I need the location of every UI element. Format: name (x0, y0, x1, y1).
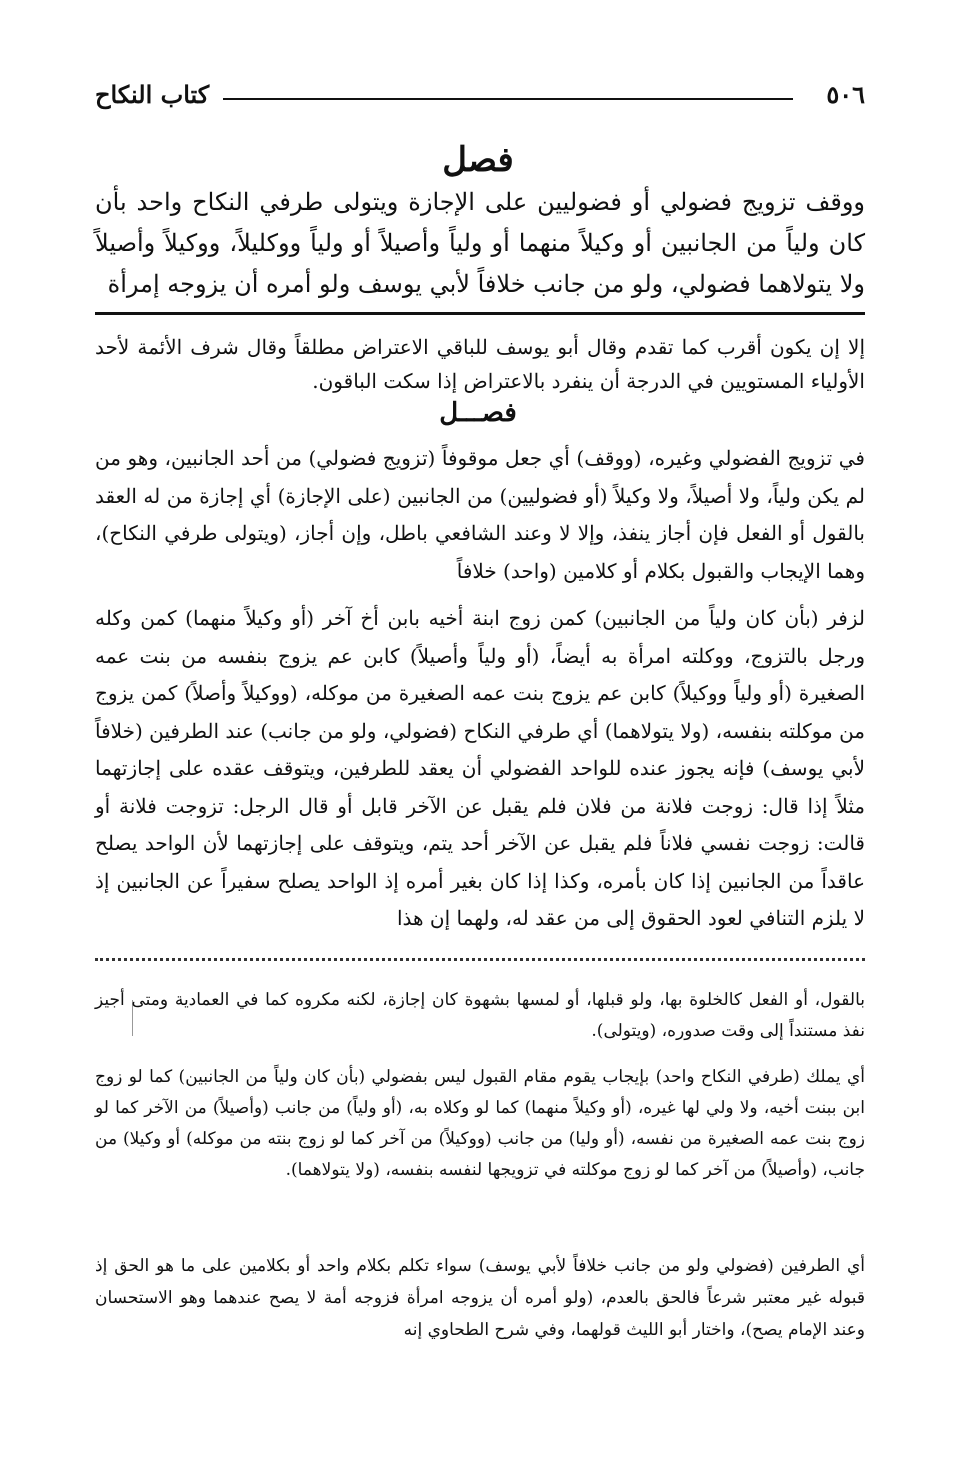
footnote-separator (95, 958, 865, 969)
page-number: ٥٠٦ (826, 80, 865, 109)
matn-divider (95, 312, 865, 315)
footnote-3: أي الطرفين (فضولي ولو من جانب خلافاً لأبي يوسف) سواء تكلم بكلام واحد أو بكلامين على ما هو الحق إذ قبوله غير معتبر شرعاً فالحق بالعدم، (ولو أمره أن يزوجه امرأة فزوجه أمة لا يصح عندهما وهو الاستحسان وعند الإمام يصح)، واختار أبو الليث قولهما، وفي شرح الطحاوي إنه (95, 1256, 865, 1340)
matn-section-title: فصل (442, 140, 514, 180)
sharh-continuation: إلا إن يكون أقرب كما تقدم وقال أبو يوسف للباقي الاعتراض مطلقاً وقال شرف الأئمة لأحد الأولياء المستويين في الدرجة أن ينفرد بالاعتراض إذا سكت الباقون. (95, 335, 865, 393)
sharh-section-title: فصـــل (439, 398, 517, 428)
matn-text: ووقف تزويج فضولي أو فضوليين على الإجازة ويتولى طرفي النكاح واحد بأن كان ولياً من الجانبين أو وكيلاً منهما أو ولياً وأصيلاً أو ولياً ووكليلاً، ووكيلاً وأصيلاً ولا يتولاهما فضولي، ولو من جانب خلافاً لأبي يوسف ولو أمره أن يزوجه إمرأة (95, 188, 865, 298)
sharh-paragraph-2: لزفر (بأن كان ولياً من الجانبين) كمن زوج ابنة أخيه بابن أخ آخر (أو وكيلاً منهما) كمن وكله ورجل بالتزوج، ووكلته امرأة به أيضاً، (أو ولياً وأصيلاً) كابن عم يزوج بنفسه من بنت عمه الصغيرة (أو ولياً ووكيلاً) كابن عم يزوج بنت عمه الصغيرة من موكله، (ووكيلاً وأصلاً) كمن يزوج من موكلته بنفسه، (ولا يتولاهما) أي طرفي النكاح (فضولي، ولو من جانب) عند الطرفين (خلافاً لأبي يوسف) فإنه يجوز عنده للواحد الفضولي أن يعقد للطرفين، ويتوقف عقده على إجازتهما مثلاً إذا قال: زوجت فلانة من فلان فلم يقبل عن الآخر قابل أو قال الرجل: تزوجت فلانة أو قالت: زوجت نفسي فلاناً فلم يقبل عن الآخر أحد يتم، ويتوقف على إجازتهما لأن الواحد يصلح عاقداً من الجانبين إذا كان بأمره، وكذا إذا كان بغير أمره إذ الواحد يصلح سفيراً عن الجانبين إذ لا يلزم التنافي لعود الحقوق إلى من عقد له، ولهما إن هذا (95, 606, 866, 930)
footnote-2: أي يملك (طرفي النكاح واحد) بإيجاب يقوم مقام القبول ليس بفضولي (بأن كان ولياً من الجانبين) كما لو زوج ابن ببنت أخيه، ولا ولي لها غيره، (أو وكيلاً منهما) كما لو وكلاه به، (أو ولياً) من جانب (وأصيلاً) من الآخر كما لو زوج بنت عمه الصغيرة من نفسه، (أو وليا) من جانب (ووكيلاً) من آخر كما لو زوج بنته من موكله) أو وكيلا) من جانب، (وأصيلاً) من آخر كما لو زوج موكلته في تزويجها لنفسه بنفسه، (ولا يتولاهما). (95, 1067, 865, 1180)
sharh-paragraph-1: في تزويج الفضولي وغيره، (ووقف) أي جعل موقوفاً (تزويج فضولي) من أحد الجانبين، وهو من لم يكن ولياً، ولا أصيلاً، ولا وكيلاً (أو فضوليين) من الجانبين (على الإجازة) أي إجازة من له العقد بالقول أو الفعل فإن أجاز ينفذ، وإلا لا وعند الشافعي باطل، وإن أجاز، (ويتولى طرفي النكاح)، وهما الإيجاب والقبول بكلام أو كلامين (واحد) خلافاً (95, 446, 865, 583)
footnote-1: بالقول، أو الفعل كالخلوة بها، ولو قبلها، أو لمسها بشهوة كان إجازة، لكنه مكروه كما في العمادية ومتى أجيز نفذ مستنداً إلى وقت صدوره، (ويتولى). (95, 990, 865, 1041)
running-header (95, 80, 865, 120)
header-rule (223, 98, 793, 100)
book-title: كتاب النكاح (95, 80, 210, 109)
